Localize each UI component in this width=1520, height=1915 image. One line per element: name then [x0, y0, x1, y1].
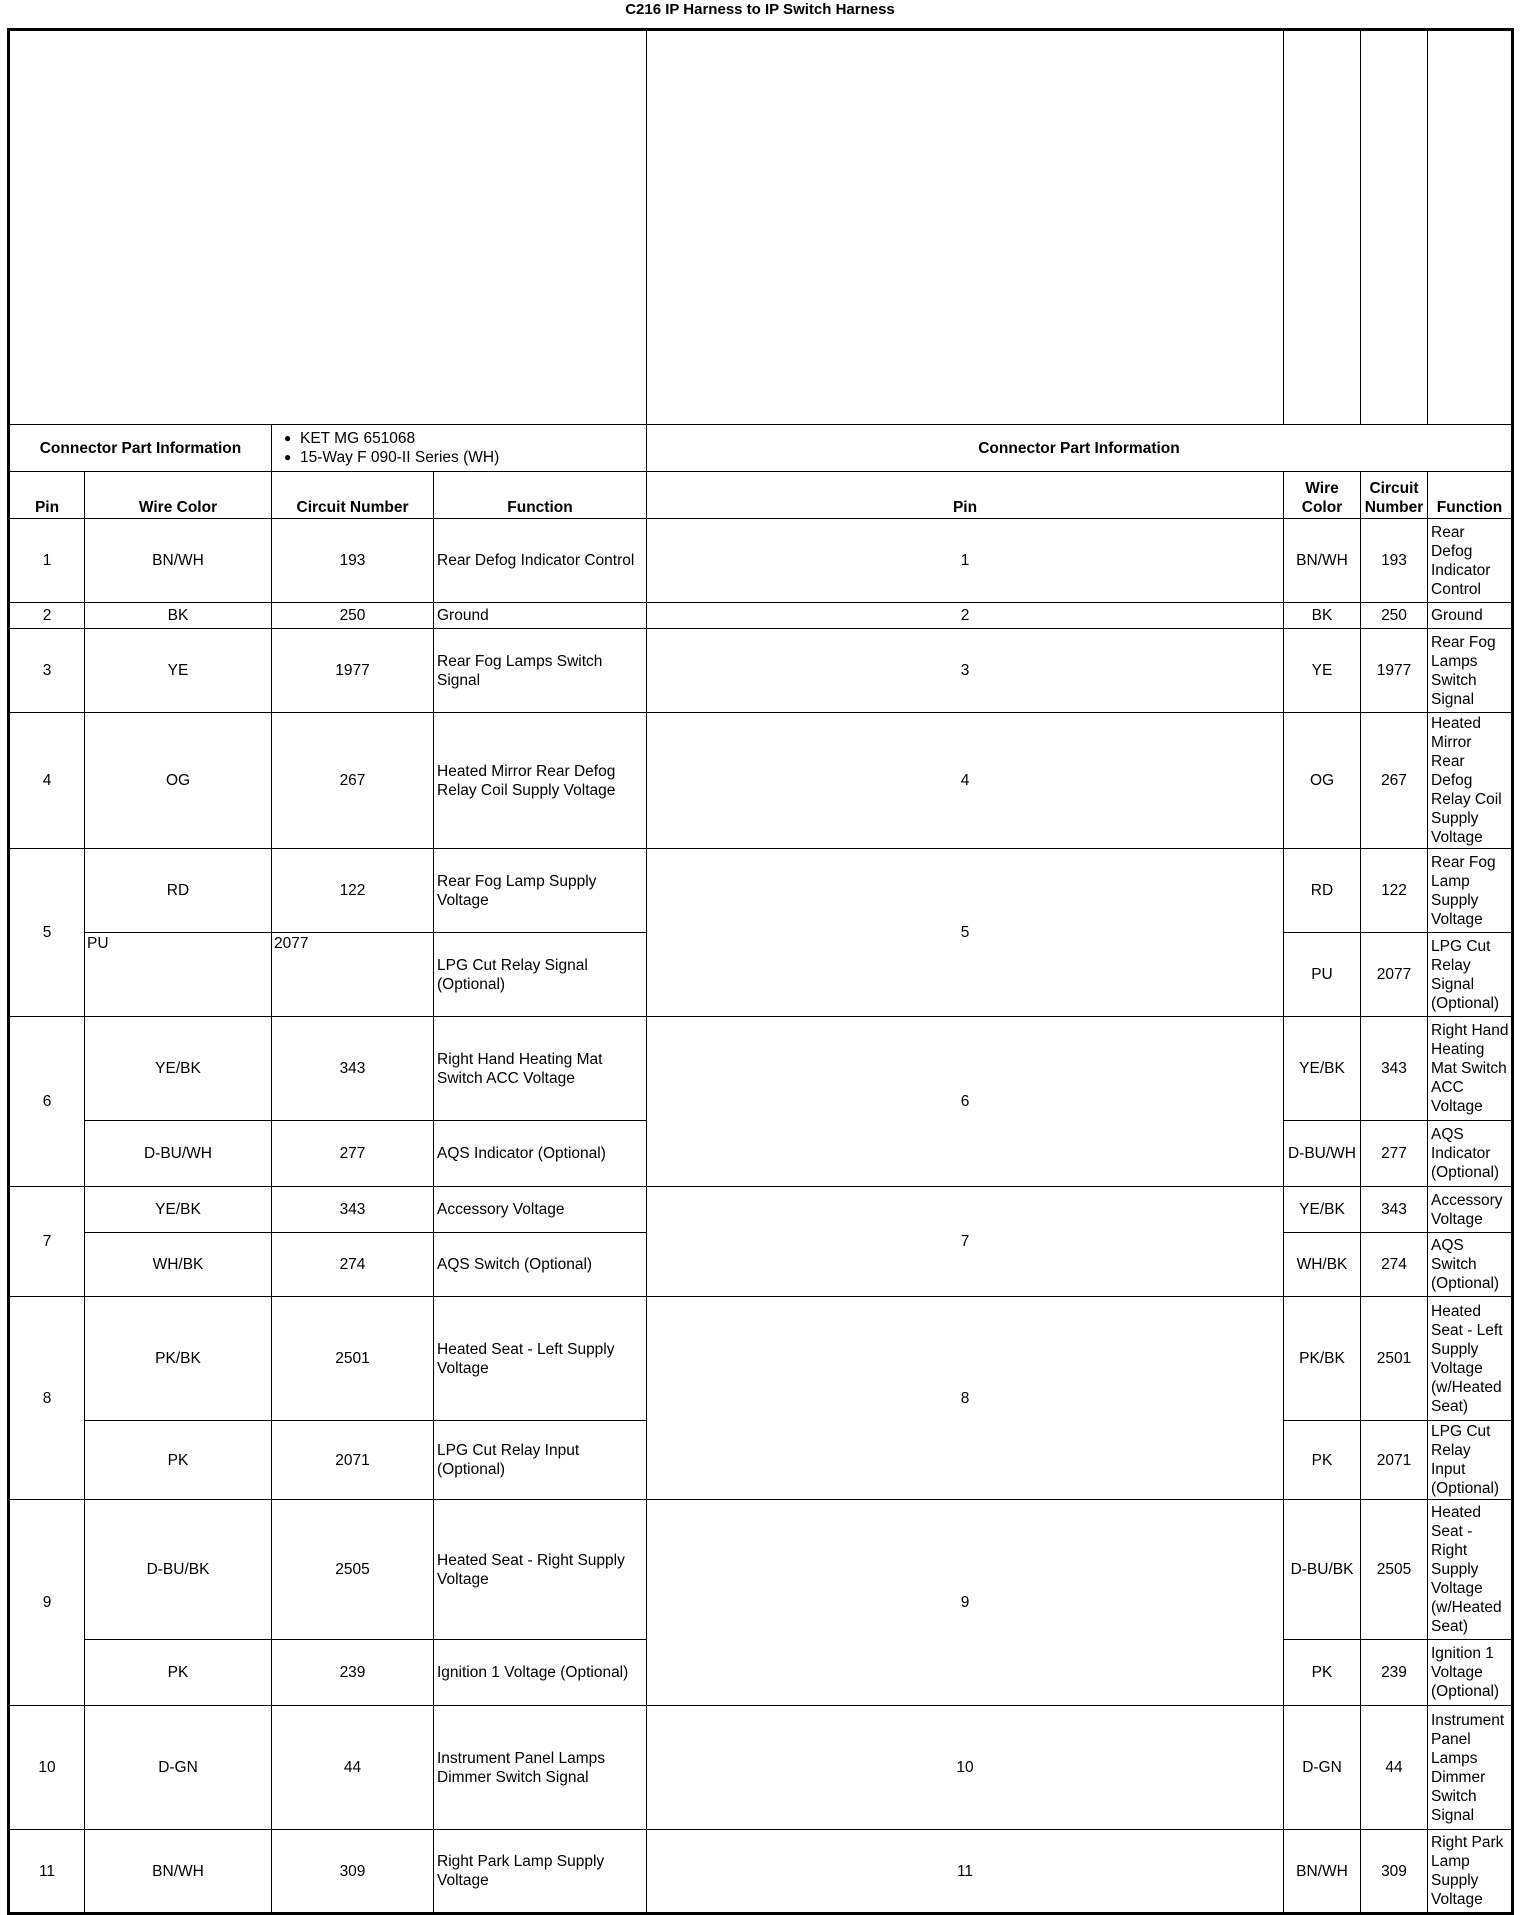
right-connector-image-cell — [647, 30, 1284, 425]
function-cell: Heated Mirror Rear Defog Relay Coil Supply Voltage — [434, 713, 647, 849]
circuit-number-cell: 2071 — [1361, 1421, 1428, 1500]
wire-color-cell: BN/WH — [1284, 1830, 1361, 1914]
blank-cell — [1284, 30, 1361, 425]
function-cell: Accessory Voltage — [1428, 1187, 1513, 1233]
function-cell: Accessory Voltage — [434, 1187, 647, 1233]
function-cell: Rear Fog Lamps Switch Signal — [1428, 629, 1513, 713]
circuit-number-cell: 250 — [1361, 603, 1428, 629]
pin-cell: 7 — [647, 1187, 1284, 1297]
function-cell: Ground — [1428, 603, 1513, 629]
circuit-number-cell: 267 — [1361, 713, 1428, 849]
wire-color-cell: PK/BK — [1284, 1297, 1361, 1421]
table-row — [9, 713, 1513, 849]
header-function: Function — [1428, 472, 1513, 519]
left-part-info-label: Connector Part Information — [9, 425, 272, 472]
circuit-number-cell: 44 — [272, 1706, 434, 1830]
function-cell: Right Park Lamp Supply Voltage — [434, 1830, 647, 1914]
wire-color-cell: YE/BK — [1284, 1187, 1361, 1233]
table-row — [9, 629, 1513, 713]
image-row — [9, 30, 1513, 425]
wire-color-cell: PK — [85, 1421, 272, 1500]
wire-color-cell: D-BU/WH — [1284, 1121, 1361, 1187]
function-cell: Rear Defog Indicator Control — [434, 519, 647, 603]
function-cell: Right Hand Heating Mat Switch ACC Voltage — [434, 1017, 647, 1121]
wire-color-cell: D-BU/WH — [85, 1121, 272, 1187]
pin-cell: 3 — [647, 629, 1284, 713]
function-cell: Ignition 1 Voltage (Optional) — [434, 1640, 647, 1706]
circuit-number-cell: 250 — [272, 603, 434, 629]
circuit-number-cell: 2077 — [1361, 933, 1428, 1017]
wire-color-cell: PU — [1284, 933, 1361, 1017]
table-row — [9, 1706, 1513, 1830]
circuit-number-cell: 239 — [1361, 1640, 1428, 1706]
function-cell: Right Hand Heating Mat Switch ACC Voltage — [1428, 1017, 1513, 1121]
pin-cell: 1 — [647, 519, 1284, 603]
circuit-number-cell: 343 — [272, 1187, 434, 1233]
function-cell: AQS Indicator (Optional) — [1428, 1121, 1513, 1187]
wire-color-cell: BK — [85, 603, 272, 629]
function-cell: Instrument Panel Lamps Dimmer Switch Signal — [1428, 1706, 1513, 1830]
circuit-number-cell: 2501 — [1361, 1297, 1428, 1421]
pin-cell: 1 — [9, 519, 85, 603]
function-cell: AQS Switch (Optional) — [434, 1233, 647, 1297]
pin-cell: 9 — [647, 1500, 1284, 1706]
wire-color-cell: PK — [85, 1640, 272, 1706]
circuit-number-cell: 343 — [1361, 1187, 1428, 1233]
header-pin: Pin — [9, 472, 85, 519]
blank-cell — [1428, 30, 1513, 425]
table-row — [9, 849, 1513, 933]
function-cell: Heated Mirror Rear Defog Relay Coil Supply Voltage — [1428, 713, 1513, 849]
circuit-number-cell: 193 — [1361, 519, 1428, 603]
pin-cell: 4 — [647, 713, 1284, 849]
circuit-number-cell: 1977 — [272, 629, 434, 713]
table-row — [9, 1187, 1513, 1233]
header-row — [9, 472, 1513, 519]
pin-cell: 3 — [9, 629, 85, 713]
pin-cell: 4 — [9, 713, 85, 849]
circuit-number-cell: 277 — [272, 1121, 434, 1187]
pin-cell: 11 — [9, 1830, 85, 1914]
function-cell: Rear Defog Indicator Control — [1428, 519, 1513, 603]
circuit-number-cell: 274 — [272, 1233, 434, 1297]
pin-cell: 10 — [647, 1706, 1284, 1830]
circuit-number-cell: 122 — [1361, 849, 1428, 933]
circuit-number-cell: 309 — [272, 1830, 434, 1914]
header-wire-color: Wire Color — [85, 472, 272, 519]
pin-cell: 8 — [9, 1297, 85, 1500]
function-cell: AQS Indicator (Optional) — [434, 1121, 647, 1187]
pin-cell: 8 — [647, 1297, 1284, 1500]
wire-color-cell: PK/BK — [85, 1297, 272, 1421]
table-row — [9, 603, 1513, 629]
left-part-info — [272, 425, 647, 472]
table-row — [9, 519, 1513, 603]
circuit-number-cell: 267 — [272, 713, 434, 849]
wire-color-cell: YE/BK — [85, 1187, 272, 1233]
wire-color-cell: OG — [85, 713, 272, 849]
blank-cell — [1361, 30, 1428, 425]
function-cell: LPG Cut Relay Signal (Optional) — [1428, 933, 1513, 1017]
header-circuit-number: Circuit Number — [272, 472, 434, 519]
circuit-number-cell: 2505 — [1361, 1500, 1428, 1640]
part-info-item: ● 15-Way F 090-II Series (WH) — [284, 448, 644, 467]
table-row — [9, 1500, 1513, 1640]
function-cell: LPG Cut Relay Signal (Optional) — [434, 933, 647, 1017]
pin-cell: 10 — [9, 1706, 85, 1830]
wire-color-cell: BN/WH — [1284, 519, 1361, 603]
wire-color-cell: PU — [85, 933, 272, 1017]
function-cell: Rear Fog Lamp Supply Voltage — [1428, 849, 1513, 933]
pin-cell: 5 — [9, 849, 85, 1017]
pin-cell: 2 — [647, 603, 1284, 629]
pin-cell: 5 — [647, 849, 1284, 1017]
wire-color-cell: PK — [1284, 1640, 1361, 1706]
right-part-info-label: Connector Part Information — [647, 425, 1513, 472]
circuit-number-cell: 239 — [272, 1640, 434, 1706]
circuit-number-cell: 309 — [1361, 1830, 1428, 1914]
function-cell: Instrument Panel Lamps Dimmer Switch Signal — [434, 1706, 647, 1830]
function-cell: LPG Cut Relay Input (Optional) — [434, 1421, 647, 1500]
table-row — [9, 1017, 1513, 1121]
pin-cell: 7 — [9, 1187, 85, 1297]
function-cell: LPG Cut Relay Input (Optional) — [1428, 1421, 1513, 1500]
wire-color-cell: PK — [1284, 1421, 1361, 1500]
page-title: C216 IP Harness to IP Switch Harness — [625, 1, 895, 18]
function-cell: Heated Seat - Left Supply Voltage (w/Heated Seat) — [1428, 1297, 1513, 1421]
circuit-number-cell: 2505 — [272, 1500, 434, 1640]
header-pin: Pin — [647, 472, 1284, 519]
pin-cell: 6 — [9, 1017, 85, 1187]
wire-color-cell: YE/BK — [1284, 1017, 1361, 1121]
table-row — [9, 1297, 1513, 1421]
function-cell: Heated Seat - Right Supply Voltage (w/Heated Seat) — [1428, 1500, 1513, 1640]
table-row — [9, 1830, 1513, 1914]
circuit-number-cell: 2501 — [272, 1297, 434, 1421]
pin-cell: 11 — [647, 1830, 1284, 1914]
wire-color-cell: YE — [1284, 629, 1361, 713]
wire-color-cell: BK — [1284, 603, 1361, 629]
left-connector-image-cell — [9, 30, 647, 425]
function-cell: Heated Seat - Right Supply Voltage — [434, 1500, 647, 1640]
function-cell: Right Park Lamp Supply Voltage — [1428, 1830, 1513, 1914]
wire-color-cell: D-BU/BK — [1284, 1500, 1361, 1640]
function-cell: Rear Fog Lamp Supply Voltage — [434, 849, 647, 933]
pin-cell: 2 — [9, 603, 85, 629]
pin-cell: 6 — [647, 1017, 1284, 1187]
circuit-number-cell: 277 — [1361, 1121, 1428, 1187]
wire-color-cell: BN/WH — [85, 1830, 272, 1914]
circuit-number-cell: 122 — [272, 849, 434, 933]
circuit-number-cell: 44 — [1361, 1706, 1428, 1830]
wire-color-cell: D-GN — [1284, 1706, 1361, 1830]
wire-color-cell: OG — [1284, 713, 1361, 849]
wire-color-cell: YE — [85, 629, 272, 713]
function-cell: Ignition 1 Voltage (Optional) — [1428, 1640, 1513, 1706]
wire-color-cell: WH/BK — [1284, 1233, 1361, 1297]
part-info-item: ● KET MG 651068 — [284, 429, 644, 448]
wire-color-cell: YE/BK — [85, 1017, 272, 1121]
connector-table — [7, 28, 1514, 1915]
header-function: Function — [434, 472, 647, 519]
header-circuit-number: Circuit Number — [1361, 472, 1428, 519]
function-cell: Rear Fog Lamps Switch Signal — [434, 629, 647, 713]
wire-color-cell: D-BU/BK — [85, 1500, 272, 1640]
wire-color-cell: BN/WH — [85, 519, 272, 603]
wire-color-cell: D-GN — [85, 1706, 272, 1830]
wire-color-cell: WH/BK — [85, 1233, 272, 1297]
circuit-number-cell: 193 — [272, 519, 434, 603]
part-info-row — [9, 425, 1513, 472]
header-wire-color: Wire Color — [1284, 472, 1361, 519]
pin-cell: 9 — [9, 1500, 85, 1706]
function-cell: Heated Seat - Left Supply Voltage — [434, 1297, 647, 1421]
circuit-number-cell: 2077 — [272, 933, 434, 1017]
wire-color-cell: RD — [85, 849, 272, 933]
circuit-number-cell: 343 — [272, 1017, 434, 1121]
circuit-number-cell: 1977 — [1361, 629, 1428, 713]
circuit-number-cell: 2071 — [272, 1421, 434, 1500]
function-cell: AQS Switch (Optional) — [1428, 1233, 1513, 1297]
circuit-number-cell: 274 — [1361, 1233, 1428, 1297]
circuit-number-cell: 343 — [1361, 1017, 1428, 1121]
function-cell: Ground — [434, 603, 647, 629]
wire-color-cell: RD — [1284, 849, 1361, 933]
